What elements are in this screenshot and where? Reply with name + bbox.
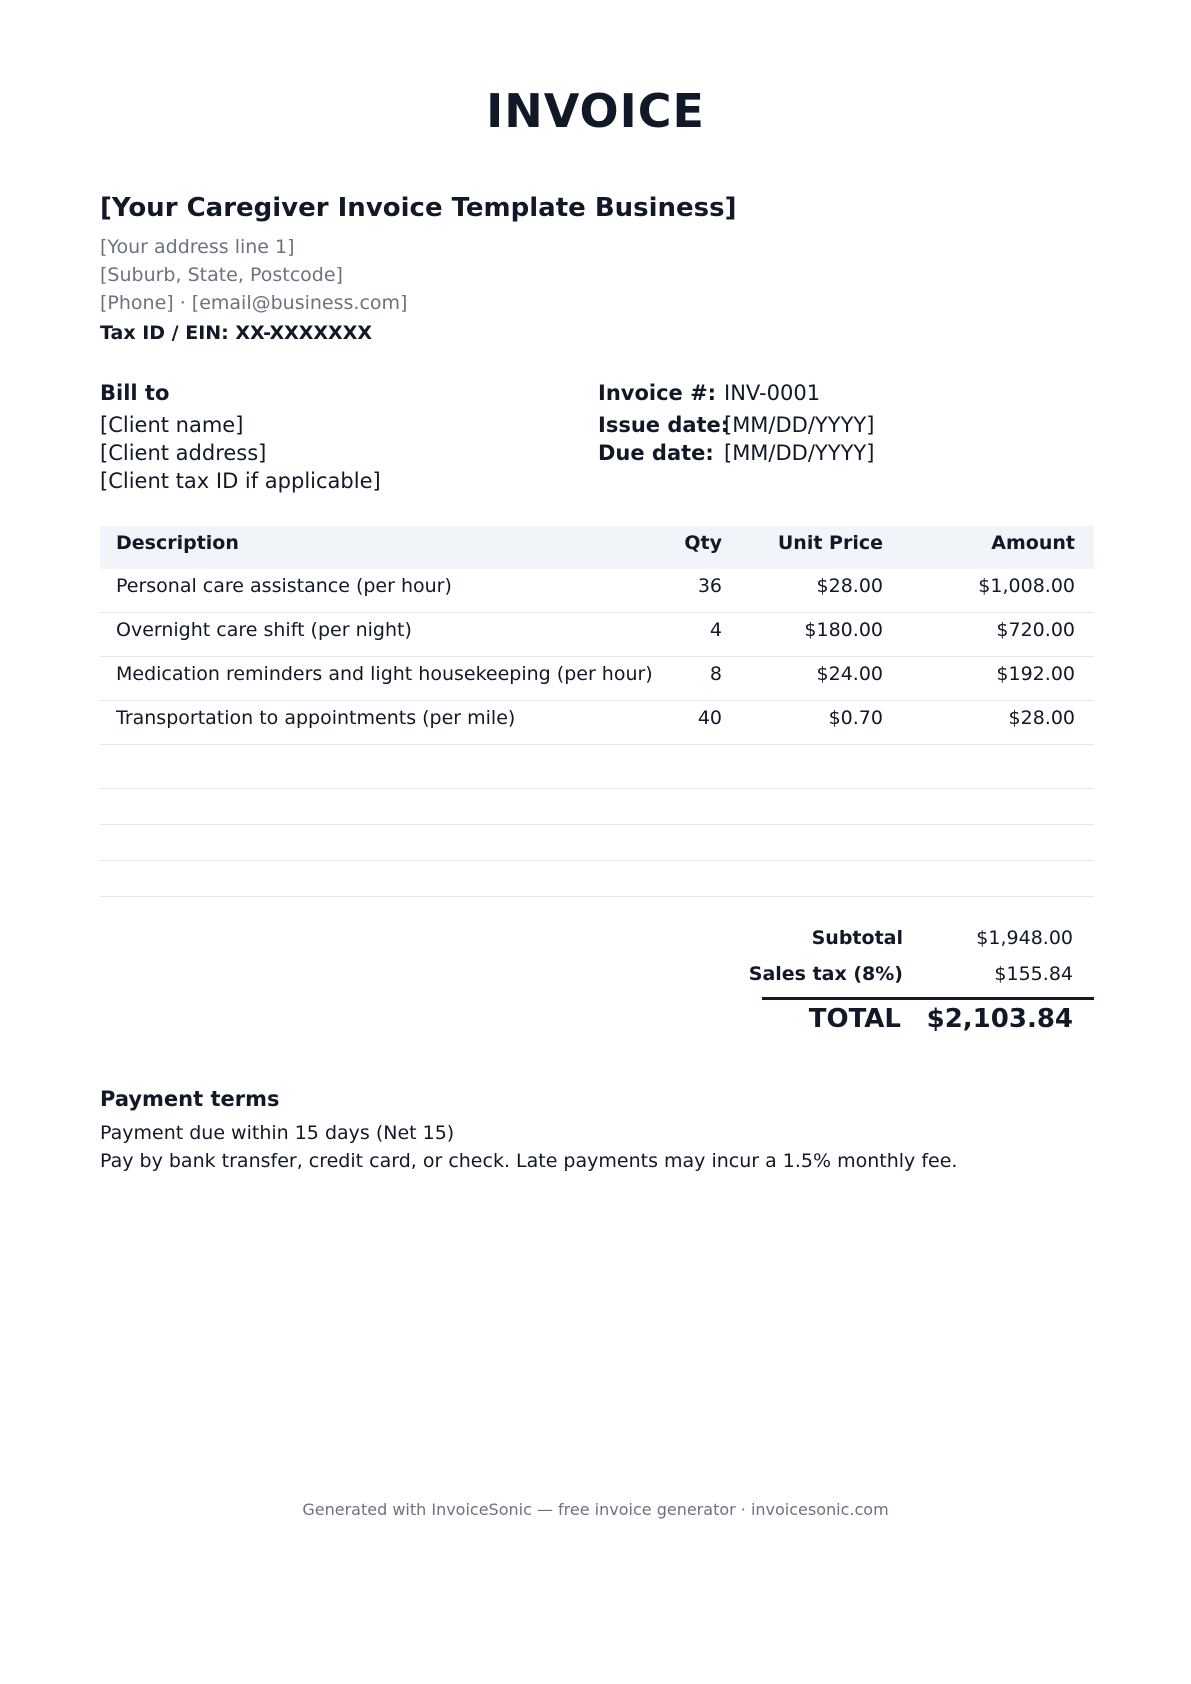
row-qty: 4 — [709, 619, 722, 641]
row-unit-price: $180.00 — [804, 619, 883, 641]
table-row — [100, 613, 1094, 657]
table-header — [100, 526, 1094, 569]
row-unit-price: $28.00 — [816, 575, 883, 597]
empty-row — [100, 825, 1094, 861]
invoice-number-value: INV-0001 — [724, 381, 821, 405]
row-amount: $192.00 — [996, 663, 1075, 685]
sales-tax-value: $155.84 — [994, 963, 1073, 985]
subtotal-value: $1,948.00 — [976, 927, 1073, 949]
row-qty: 40 — [697, 707, 722, 729]
payment-terms-title: Payment terms — [100, 1087, 280, 1111]
client-tax-id: [Client tax ID if applicable] — [100, 469, 381, 493]
header-amount: Amount — [991, 532, 1075, 554]
business-name: [Your Caregiver Invoice Template Business] — [100, 193, 737, 223]
empty-row — [100, 861, 1094, 897]
row-description: Transportation to appointments (per mile) — [116, 707, 516, 729]
header-description: Description — [116, 532, 239, 554]
empty-row — [100, 745, 1094, 789]
line-items-table — [100, 526, 1094, 897]
invoice-number-label: Invoice #: — [598, 381, 717, 405]
header-unit-price: Unit Price — [777, 532, 883, 554]
row-qty: 36 — [697, 575, 722, 597]
business-contact: [Phone] · [email@business.com] — [100, 292, 408, 314]
table-row — [100, 701, 1094, 745]
row-qty: 8 — [709, 663, 722, 685]
client-name: [Client name] — [100, 413, 244, 437]
row-amount: $1,008.00 — [978, 575, 1075, 597]
row-amount: $720.00 — [996, 619, 1075, 641]
bill-to-label: Bill to — [100, 381, 170, 405]
due-date-value: [MM/DD/YYYY] — [724, 441, 875, 465]
footer-credit: Generated with InvoiceSonic — free invoice generator · invoicesonic.com — [302, 1500, 889, 1519]
header-qty: Qty — [684, 532, 722, 554]
payment-terms-line1: Payment due within 15 days (Net 15) — [100, 1122, 455, 1144]
business-tax-id: Tax ID / EIN: XX-XXXXXXX — [100, 322, 373, 344]
row-amount: $28.00 — [1008, 707, 1075, 729]
sales-tax-label: Sales tax (8%) — [748, 963, 903, 985]
empty-row — [100, 789, 1094, 825]
total-value: $2,103.84 — [926, 1004, 1073, 1034]
client-address: [Client address] — [100, 441, 267, 465]
issue-date-value: [MM/DD/YYYY] — [724, 413, 875, 437]
issue-date-label: Issue date: — [598, 413, 730, 437]
table-row — [100, 569, 1094, 613]
payment-terms-line2: Pay by bank transfer, credit card, or check. Late payments may incur a 1.5% monthly fee. — [100, 1150, 958, 1172]
row-description: Overnight care shift (per night) — [116, 619, 412, 641]
business-address-line2: [Suburb, State, Postcode] — [100, 264, 343, 286]
row-description: Medication reminders and light housekeeping (per hour) — [116, 663, 653, 685]
due-date-label: Due date: — [598, 441, 714, 465]
row-unit-price: $24.00 — [816, 663, 883, 685]
subtotal-label: Subtotal — [811, 927, 903, 949]
total-label: TOTAL — [808, 1004, 901, 1034]
table-row — [100, 657, 1094, 701]
business-address-line1: [Your address line 1] — [100, 236, 295, 258]
total-divider — [762, 997, 1094, 1000]
invoice-title: INVOICE — [486, 84, 705, 138]
row-description: Personal care assistance (per hour) — [116, 575, 452, 597]
row-unit-price: $0.70 — [828, 707, 883, 729]
